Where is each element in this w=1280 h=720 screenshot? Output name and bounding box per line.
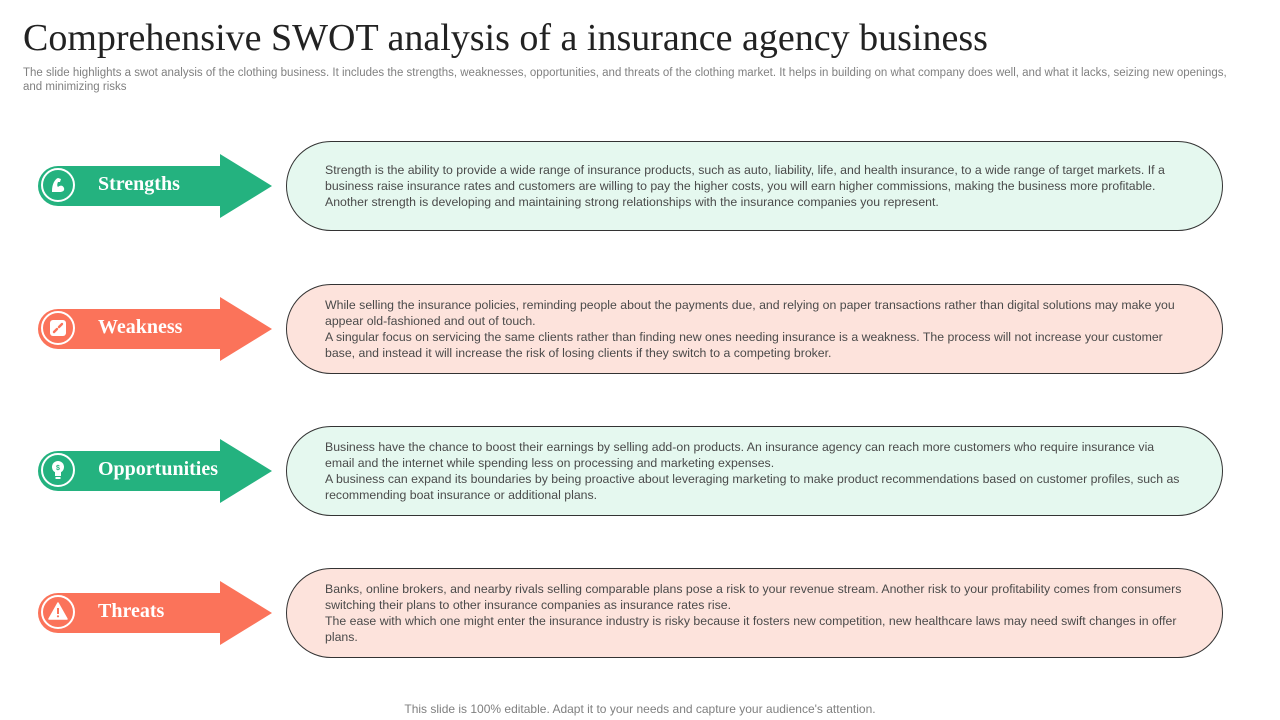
warning-icon bbox=[41, 595, 75, 629]
opportunities-text-2: A business can expand its boundaries by being proactive about leveraging marketing to make product recommendations based on customer profiles, such as recommending boat insurance or additional plans. bbox=[325, 472, 1180, 502]
strengths-label: Strengths bbox=[98, 173, 180, 195]
swot-row-strengths bbox=[0, 141, 1280, 233]
broken-link-icon bbox=[41, 311, 75, 345]
weakness-label: Weakness bbox=[98, 316, 183, 338]
weakness-text-1: While selling the insurance policies, reminding people about the payments due, and relying on paper transactions rather than digital solutions may make you appear old-fashioned and out of touch. bbox=[325, 298, 1175, 328]
strengths-text-1: Strength is the ability to provide a wide range of insurance products, such as auto, liability, life, and health insurance, to a wide range of target markets. If a business raise insurance rates and customers are willing to pay the higher costs, you will earn higher commissions, making the business more profitable. bbox=[325, 163, 1165, 193]
swot-row-threats bbox=[0, 568, 1280, 660]
swot-row-weakness bbox=[0, 284, 1280, 376]
strengths-text-2: Another strength is developing and maintaining strong relationships with the insurance companies you represent. bbox=[325, 195, 939, 209]
page-subtitle: The slide highlights a swot analysis of the clothing business. It includes the strengths, weaknesses, opportunities, and threats of the clothing market. It helps in building on what company does well, and what it lacks, seizing new openings, and minimizing risks bbox=[23, 67, 1227, 93]
opportunities-text-1: Business have the chance to boost their earnings by selling add-on products. An insurance agency can reach more customers who require insurance via email and the internet while spending less on processing and marketing expenses. bbox=[325, 440, 1155, 470]
threats-arrow bbox=[38, 581, 272, 645]
page-title: Comprehensive SWOT analysis of a insurance agency business bbox=[23, 17, 988, 59]
threats-text-2: The ease with which one might enter the insurance industry is risky because it fosters new competition, new healthcare laws may need swift changes in offer plans. bbox=[325, 614, 1177, 644]
opportunities-arrow bbox=[38, 439, 272, 503]
threats-text-1: Banks, online brokers, and nearby rivals selling comparable plans pose a risk to your revenue stream. Another risk to your profitability comes from consumers switching their plans to other insurance companies as insurance rates rise. bbox=[325, 582, 1182, 612]
threats-label: Threats bbox=[98, 600, 165, 622]
strengths-arrow bbox=[38, 154, 272, 218]
threats-description bbox=[286, 568, 1223, 658]
weakness-text-2: A singular focus on servicing the same clients rather than finding new ones needing insurance is a weakness. The process will not increase your customer base, and instead it will increase the risk of losing clients if they switch to a competing broker. bbox=[325, 330, 1163, 360]
swot-row-opportunities bbox=[0, 426, 1280, 518]
opportunities-label: Opportunities bbox=[98, 458, 219, 480]
lightbulb-icon bbox=[41, 453, 75, 487]
weakness-description bbox=[286, 284, 1223, 374]
footer-note: This slide is 100% editable. Adapt it to your needs and capture your audience's attention. bbox=[404, 702, 876, 716]
flexed-arm-icon bbox=[41, 168, 75, 202]
opportunities-description bbox=[286, 426, 1223, 516]
svg-text:$: $ bbox=[56, 465, 60, 472]
strengths-description bbox=[286, 141, 1223, 231]
weakness-arrow bbox=[38, 297, 272, 361]
